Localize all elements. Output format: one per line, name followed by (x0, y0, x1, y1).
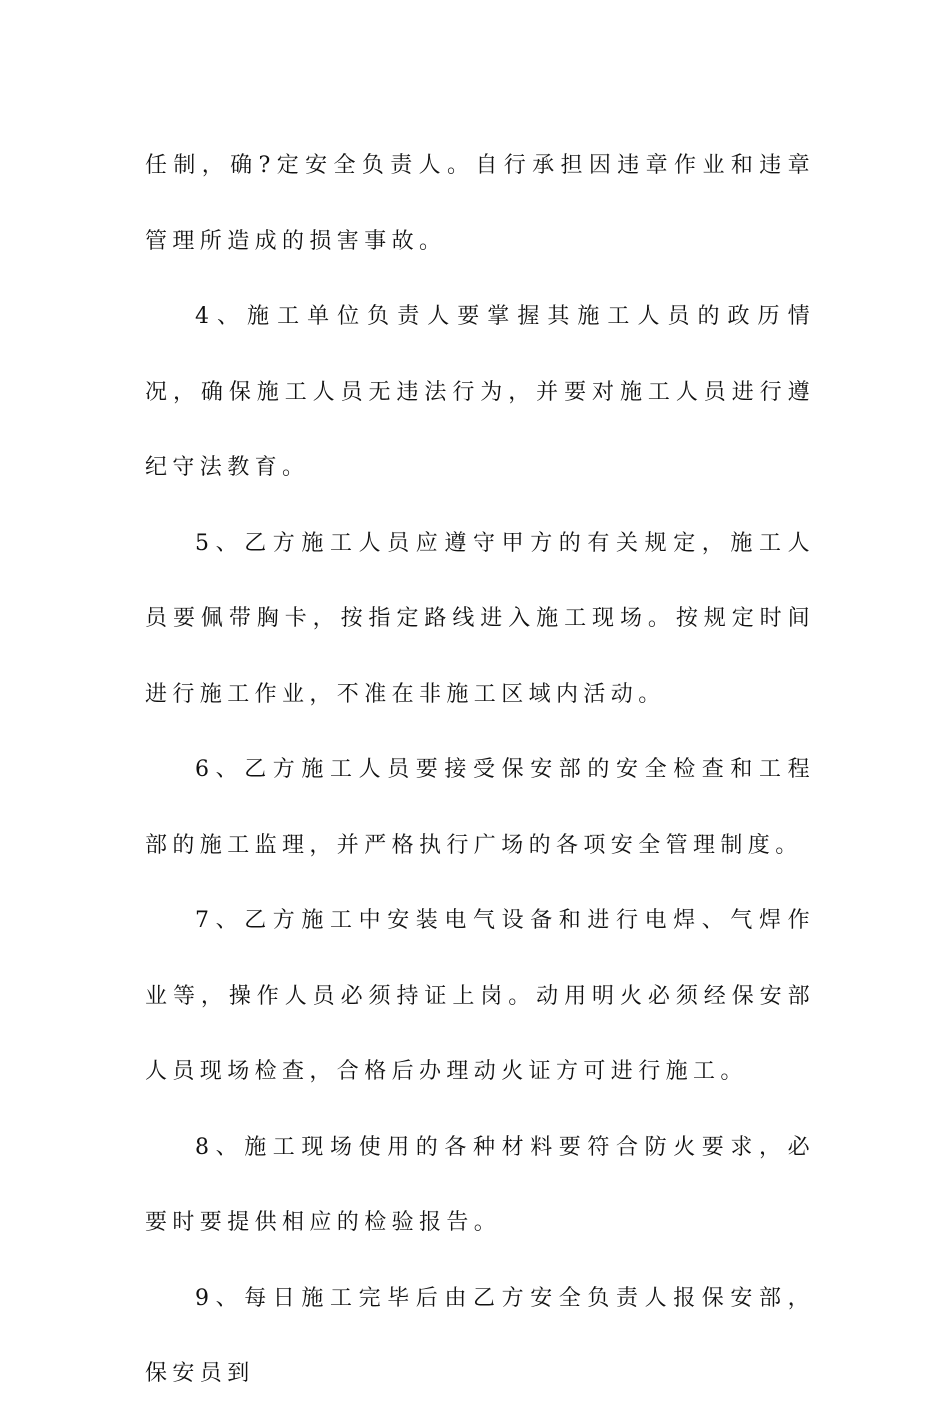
paragraph-item-4: 4、施工单位负责人要掌握其施工人员的政历情况，确保施工人员无违法行为，并要对施工人员进行遵纪守法教育。 (145, 304, 815, 480)
paragraph-item-7: 7、乙方施工中安装电气设备和进行电焊、气焊作业等，操作人员必须持证上岗。动用明火必须经保安部人员现场检查，合格后办理动火证方可进行施工。 (145, 908, 815, 1084)
paragraph-item-9: 9、每日施工完毕后由乙方安全负责人报保安部，保安员到 (145, 1285, 815, 1386)
paragraph-responsibility-continued: 任制，确?定安全负责人。自行承担因违章作业和违章管理所造成的损害事故。 (145, 153, 815, 254)
paragraph-item-8: 8、施工现场使用的各种材料要符合防火要求，必要时要提供相应的检验报告。 (145, 1134, 815, 1235)
paragraph-item-5: 5、乙方施工人员应遵守甲方的有关规定，施工人员要佩带胸卡，按指定路线进入施工现场。按规定时间进行施工作业，不准在非施工区域内活动。 (145, 530, 815, 707)
paragraph-item-6: 6、乙方施工人员要接受保安部的安全检查和工程部的施工监理，并严格执行广场的各项安全管理制度。 (145, 757, 815, 858)
document-body (145, 128, 815, 1412)
